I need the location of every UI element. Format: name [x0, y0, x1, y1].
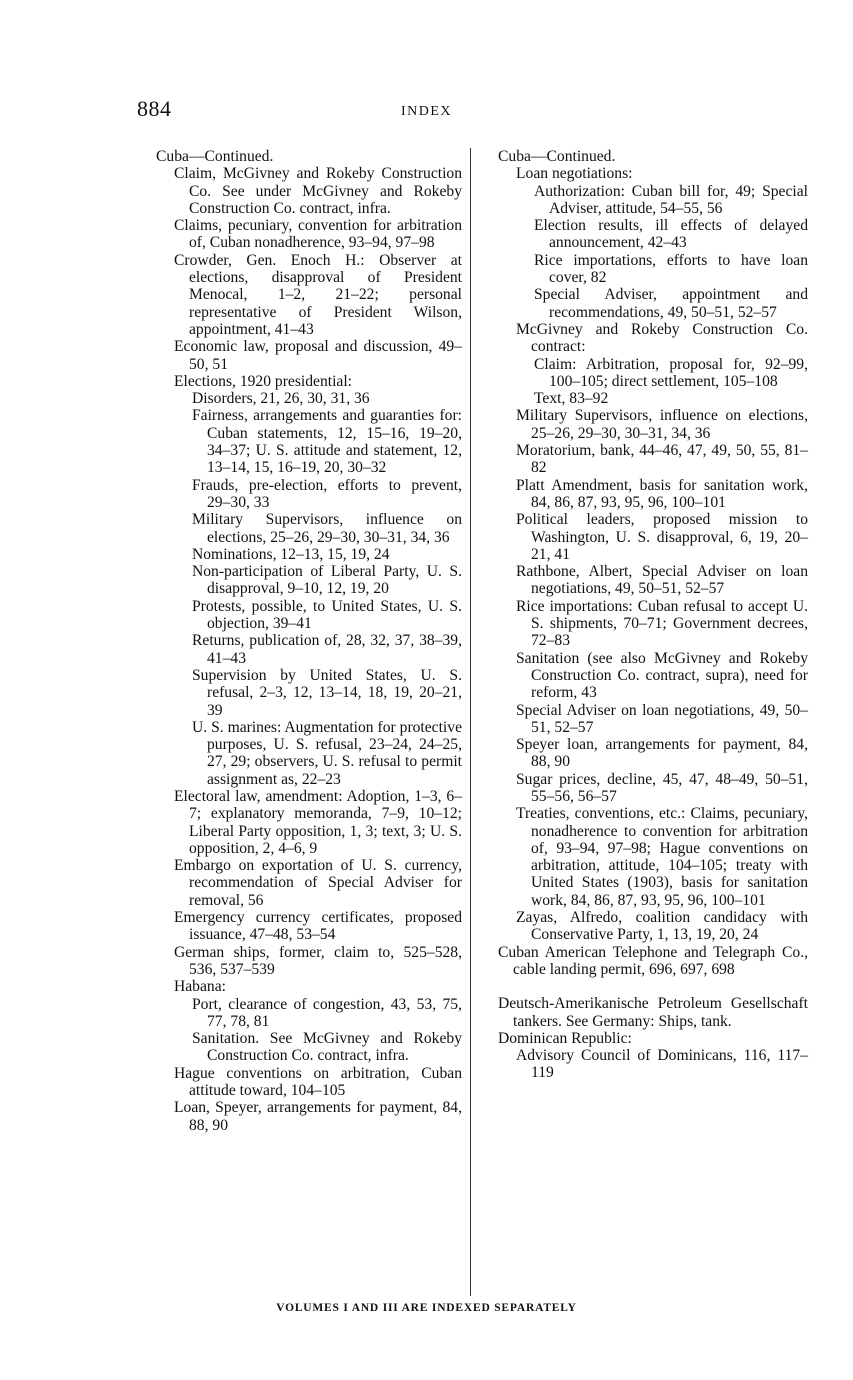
index-entry: Fairness, arrangements and guaranties for: Cuban statements, 12, 15–16, 19–20, 34–37; U. S. attitude and statement, 12, 13–14, 15, 16–19, 20, 30–32 — [192, 407, 462, 477]
index-entry: Treaties, conventions, etc.: Claims, pecuniary, nonadherence to convention for arbitration of, 93–94, 97–98; Hague conventions on arbitration, attitude, 104–105; treaty with United States (1903), basis for sanitation work, 84, 86, 87, 93, 95, 96, 100–101 — [516, 805, 808, 909]
index-entry: Nominations, 12–13, 15, 19, 24 — [192, 545, 390, 563]
index-entry: Emergency currency certificates, proposed issuance, 47–48, 53–54 — [174, 909, 462, 944]
index-entry: Deutsch-Amerikanische Petroleum Gesellschaft tankers. See Germany: Ships, tank. — [498, 995, 808, 1030]
index-entry: Cuba—Continued. — [498, 148, 616, 165]
index-entry: Elections, 1920 presidential: — [174, 372, 352, 390]
index-entry: Cuba—Continued. — [156, 148, 274, 165]
index-entry: Military Supervisors, influence on elections, 25–26, 29–30, 30–31, 34, 36 — [516, 407, 808, 442]
index-entry: Election results, ill effects of delayed announcement, 42–43 — [534, 217, 808, 252]
index-entry: Dominican Republic: — [498, 1029, 632, 1047]
index-entry: Returns, publication of, 28, 32, 37, 38–39, 41–43 — [192, 632, 462, 667]
index-entry: Advisory Council of Dominicans, 116, 117–119 — [516, 1047, 808, 1082]
index-entry: Claims, pecuniary, convention for arbitration of, Cuban nonadherence, 93–94, 97–98 — [174, 217, 462, 252]
index-entry: Speyer loan, arrangements for payment, 84, 88, 90 — [516, 736, 808, 771]
index-column-right — [480, 148, 808, 1082]
index-entry: Political leaders, proposed mission to Washington, U. S. disapproval, 6, 19, 20–21, 41 — [516, 511, 808, 563]
index-entry: Moratorium, bank, 44–46, 47, 49, 50, 55, 81–82 — [516, 442, 808, 477]
index-entry: Sanitation (see also McGivney and Rokeby Construction Co. contract, supra), need for reform, 43 — [516, 649, 808, 702]
index-entry: Frauds, pre-election, efforts to prevent, 29–30, 33 — [192, 476, 462, 511]
index-entry: Habana: — [174, 978, 226, 996]
index-entry: Loan negotiations: — [516, 165, 633, 183]
index-entry: Claim, McGivney and Rokeby Construction Co. See under McGivney and Rokeby Construction Co. contract, infra. — [174, 165, 462, 217]
index-entry: Rathbone, Albert, Special Adviser on loan negotiations, 49, 50–51, 52–57 — [516, 563, 808, 598]
running-head: INDEX — [400, 104, 453, 119]
index-entry: Rice importations: Cuban refusal to accept U. S. shipments, 70–71; Government decrees, 72–83 — [516, 597, 808, 650]
index-entry: McGivney and Rokeby Construction Co. contract: — [516, 320, 808, 356]
index-entry: Protests, possible, to United States, U. S. objection, 39–41 — [192, 597, 462, 633]
index-entry: Loan, Speyer, arrangements for payment, 84, 88, 90 — [174, 1099, 462, 1134]
index-entry: Hague conventions on arbitration, Cuban attitude toward, 104–105 — [174, 1064, 462, 1100]
index-entry: Special Adviser, appointment and recommendations, 49, 50–51, 52–57 — [534, 286, 808, 321]
index-entry: Authorization: Cuban bill for, 49; Special Adviser, attitude, 54–55, 56 — [534, 182, 808, 217]
footer-note: VOLUMES I AND III ARE INDEXED SEPARATELY — [276, 1302, 577, 1314]
index-entry: Cuban American Telephone and Telegraph Co., cable landing permit, 696, 697, 698 — [498, 943, 808, 978]
index-entry: Military Supervisors, influence on elections, 25–26, 29–30, 30–31, 34, 36 — [192, 511, 462, 546]
index-entry: Text, 83–92 — [534, 390, 609, 408]
index-entry: Disorders, 21, 26, 30, 31, 36 — [192, 390, 370, 408]
index-entry: Non-participation of Liberal Party, U. S. disapproval, 9–10, 12, 19, 20 — [192, 563, 462, 598]
index-entry: Crowder, Gen. Enoch H.: Observer at elections, disapproval of President Menocal, 1–2, 21–22; personal representative of President Wilson, appointment, 41–43 — [174, 251, 462, 338]
index-column-left — [138, 148, 462, 1134]
column-divider — [470, 148, 471, 1296]
index-entry: German ships, former, claim to, 525–528, 536, 537–539 — [174, 943, 462, 978]
index-entry: Economic law, proposal and discussion, 49–50, 51 — [174, 338, 462, 373]
index-entry: Sanitation. See McGivney and Rokeby Construction Co. contract, infra. — [192, 1030, 462, 1065]
index-entry: Special Adviser on loan negotiations, 49, 50–51, 52–57 — [516, 701, 808, 736]
index-entry: Zayas, Alfredo, coalition candidacy with Conservative Party, 1, 13, 19, 20, 24 — [516, 909, 808, 944]
index-entry: Claim: Arbitration, proposal for, 92–99, 100–105; direct settlement, 105–108 — [534, 355, 808, 390]
index-entry: Sugar prices, decline, 45, 47, 48–49, 50–51, 55–56, 56–57 — [516, 770, 808, 805]
page-number: 884 — [137, 96, 172, 121]
index-entry: Platt Amendment, basis for sanitation work, 84, 86, 87, 93, 95, 96, 100–101 — [516, 476, 808, 511]
index-entry: Rice importations, efforts to have loan cover, 82 — [534, 251, 808, 287]
index-entry: Supervision by United States, U. S. refusal, 2–3, 12, 13–14, 18, 19, 20–21, 39 — [192, 666, 462, 719]
index-entry: Embargo on exportation of U. S. currency, recommendation of Special Adviser for removal, 56 — [174, 857, 462, 909]
index-entry: U. S. marines: Augmentation for protective purposes, U. S. refusal, 23–24, 24–25, 27, 29; observers, U. S. refusal to permit assignment as, 22–23 — [192, 718, 462, 788]
index-entry: Port, clearance of congestion, 43, 53, 75, 77, 78, 81 — [192, 995, 462, 1030]
index-entry: Electoral law, amendment: Adoption, 1–3, 6–7; explanatory memoranda, 7–9, 10–12; Liberal Party opposition, 1, 3; text, 3; U. S. opposition, 2, 4–6, 9 — [174, 787, 462, 857]
